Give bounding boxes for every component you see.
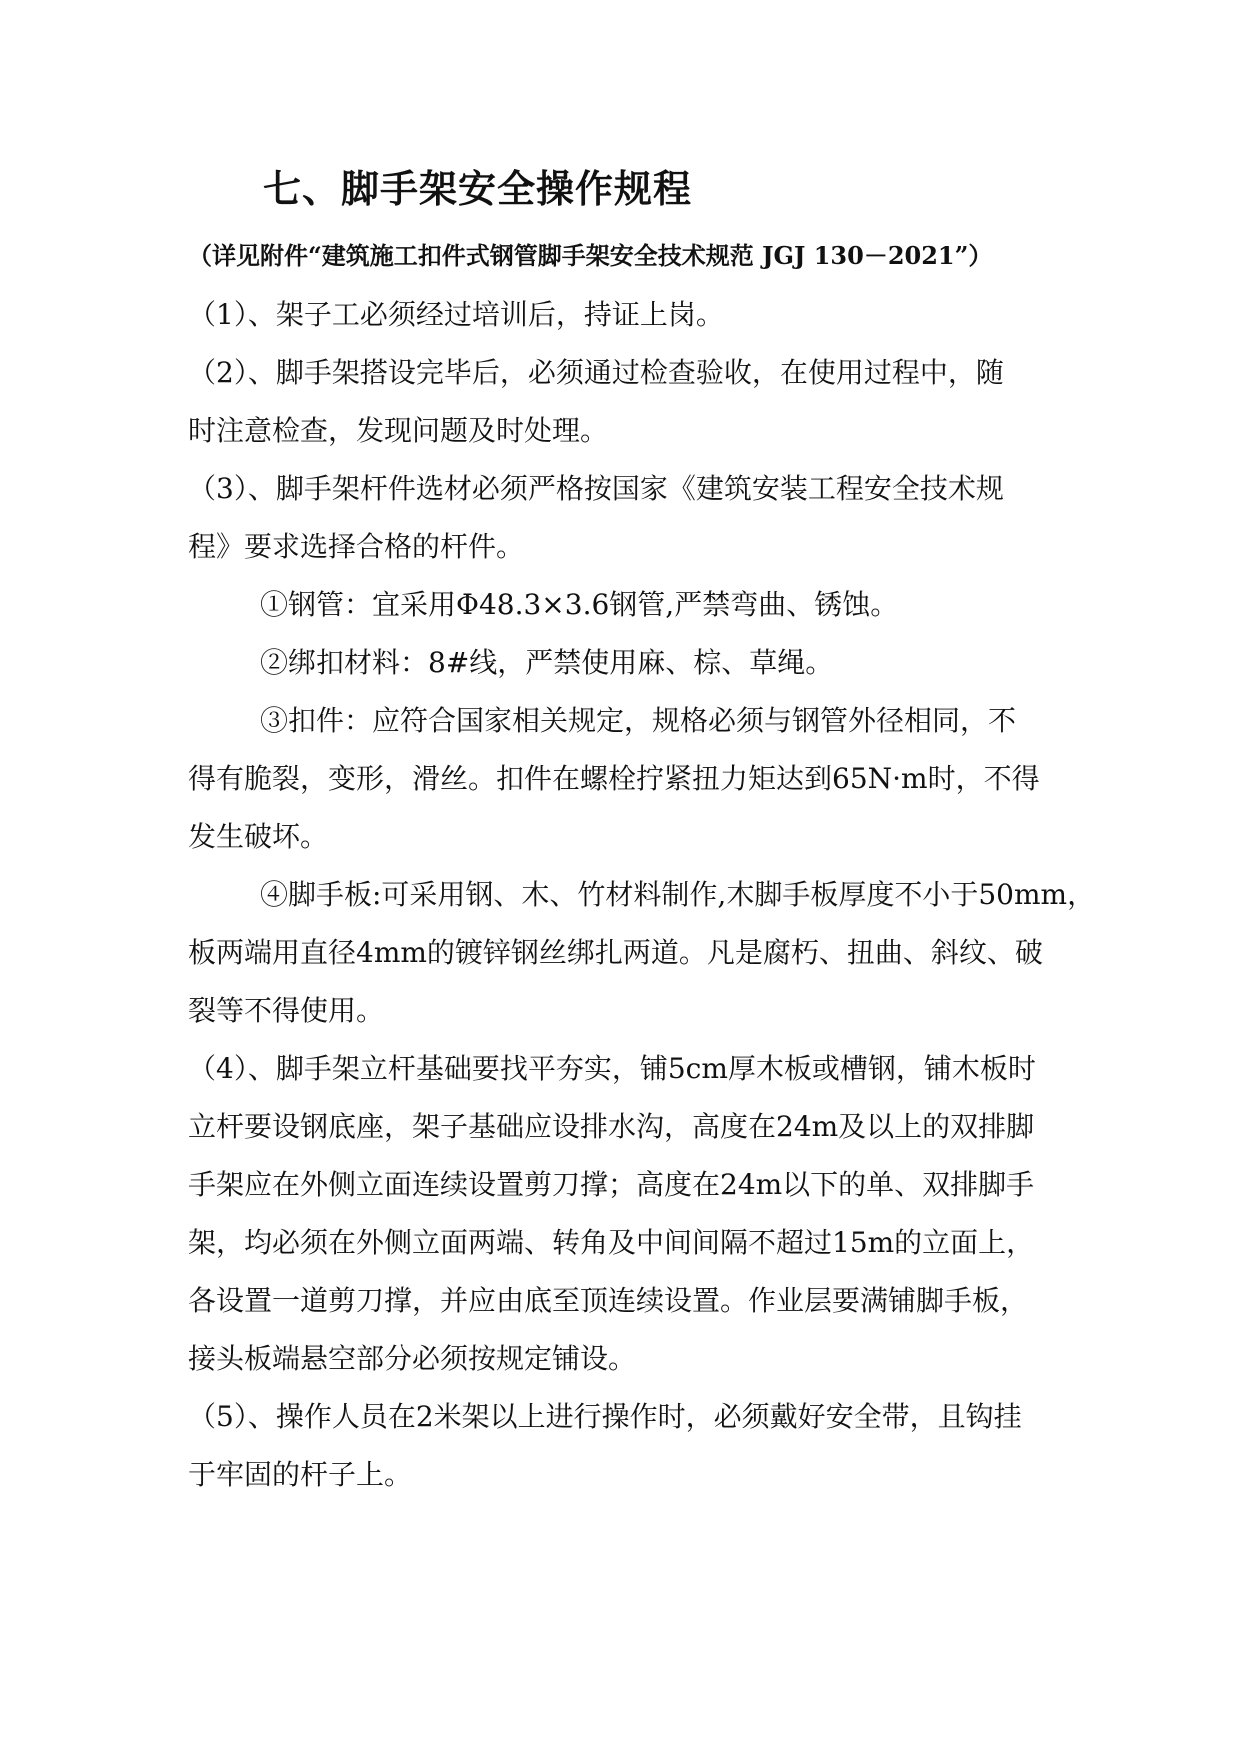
text-line: ③扣件：应符合国家相关规定，规格必须与钢管外径相同，不: [260, 704, 1017, 737]
text-line: 得有脆裂，变形，滑丝。扣件在螺栓拧紧扭力矩达到65N·m时，不得: [188, 762, 1040, 795]
text-line: （1）、架子工必须经过培训后，持证上岗。: [188, 298, 724, 331]
text-line: 手架应在外侧立面连续设置剪刀撑；高度在24m以下的单、双排脚手: [188, 1168, 1035, 1201]
text-line: ④脚手板:可采用钢、木、竹材料制作,木脚手板厚度不小于50mm，: [260, 878, 1096, 911]
text-line: 各设置一道剪刀撑，并应由底至顶连续设置。作业层要满铺脚手板，: [188, 1284, 1029, 1317]
text-line: 时注意检查，发现问题及时处理。: [188, 414, 609, 447]
text-line: 板两端用直径4mm的镀锌钢丝绑扎两道。凡是腐朽、扭曲、斜纹、破: [188, 936, 1043, 969]
text-line: ②绑扣材料：8#线，严禁使用麻、棕、草绳。: [260, 646, 834, 679]
text-line: 架，均必须在外侧立面两端、转角及中间间隔不超过15m的立面上，: [188, 1226, 1035, 1259]
text-line: 发生破坏。: [188, 820, 329, 853]
text-line: 裂等不得使用。: [188, 994, 385, 1027]
body-text: [188, 286, 1096, 1504]
text-line: （4）、脚手架立杆基础要找平夯实，铺5cm厚木板或槽钢，铺木板时: [188, 1052, 1036, 1085]
text-line: （3）、脚手架杆件选材必须严格按国家《建筑安装工程安全技术规: [188, 472, 1004, 505]
section-title: 七、脚手架安全操作规程: [263, 166, 693, 211]
text-line: 立杆要设钢底座，架子基础应设排水沟，高度在24m及以上的双排脚: [188, 1110, 1035, 1143]
text-line: 程》要求选择合格的杆件。: [188, 530, 525, 563]
text-line: （2）、脚手架搭设完毕后，必须通过检查验收，在使用过程中，随: [188, 356, 1004, 389]
reference-note: （详见附件“建筑施工扣件式钢管脚手架安全技术规范 JGJ 130－2021”）: [188, 241, 993, 270]
text-line: 接头板端悬空部分必须按规定铺设。: [188, 1342, 637, 1375]
text-line: 于牢固的杆子上。: [188, 1458, 413, 1491]
text-line: ①钢管：宜采用Φ48.3×3.6钢管,严禁弯曲、锈蚀。: [260, 588, 899, 621]
text-line: （5）、操作人员在2米架以上进行操作时，必须戴好安全带，且钩挂: [188, 1400, 1022, 1433]
